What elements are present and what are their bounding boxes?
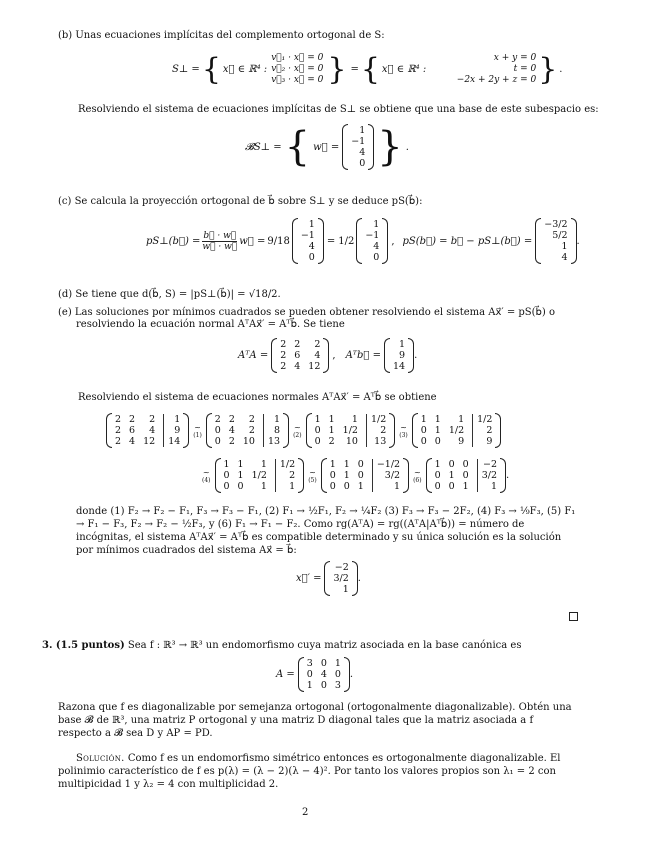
basis-vector: 1 −1 4 0: [342, 124, 374, 170]
basis-lhs: 𝓑S⊥ =: [245, 141, 282, 153]
item-c-text: (c) Se calcula la proyección ortogonal de b⃗ sobre S⊥ y se deduce pS(b⃗):: [58, 196, 423, 207]
set-intro: x⃗ ∈ ℝ⁴ :: [222, 64, 268, 75]
qed-square: [569, 612, 578, 621]
proj-lhs: pS⊥(b⃗) =: [146, 235, 201, 247]
set-eq-xyz-2: t = 0: [513, 64, 537, 74]
problem-3-header: [42, 640, 521, 652]
matrix-m5: 1 1 0 −1/2 0 1 0 3/2 0 0 1 1: [321, 458, 409, 493]
atb-vector: 1 9 14: [384, 338, 414, 373]
set-eq-v2: v⃗₂ · x⃗ = 0: [271, 64, 324, 74]
normal-matrices: AᵀA = 2 2 2 2 6 4 2 4 12 , Aᵀb⃗ = 1 9 14 .: [238, 339, 418, 372]
item-e-text: (e) Las soluciones por mínimos cuadrados se pueden obtener resolviendo el sistema Ax⃗′ = pS(b⃗) o resolviendo la ecuación normal AᵀAx⃗′ = Aᵀb⃗. Se tiene: [58, 307, 556, 330]
matrix-a: 3 0 1 0 4 0 1 0 3: [298, 657, 350, 692]
page-number: 2: [302, 807, 309, 818]
ata-label: AᵀA =: [238, 350, 269, 361]
problem-3-statement: Sea f : ℝ³ → ℝ³ un endomorfismo cuya matriz asociada en la base canónica es: [127, 640, 522, 651]
frac-den: w⃗ · w⃗: [202, 241, 238, 252]
set-eq-xyz-1: x + y = 0: [493, 53, 537, 63]
sol-label: x⃗′ =: [296, 573, 322, 584]
solution-label: Solución.: [76, 753, 125, 764]
matrix-m2: 1 1 1 1/2 0 1 1/2 2 0 2 10 13: [306, 413, 396, 448]
proj-vector-2: 1 −1 4 0: [356, 218, 388, 264]
coef-9-18: 9/18: [267, 235, 290, 247]
set-intro-2: x⃗ ∈ ℝ⁴ :: [381, 64, 427, 75]
matrix-m4: 1 1 1 1/2 0 1 1/2 2 0 0 1 1: [215, 458, 305, 493]
solution-paragraph: [58, 752, 580, 791]
coef-1-2: 1/2: [338, 235, 355, 247]
set-eq-xyz-3: −2x + 2y + z = 0: [456, 75, 537, 85]
projection-equation: pS⊥(b⃗) = b⃗ · w⃗ w⃗ · w⃗ w⃗ = 9/18 1 −1 4 0 = 1/2 1 −1 4 0 , pS(b⃗) = b⃗ − pS⊥(b⃗) = −3/2 5/2 1 4 .: [146, 219, 580, 263]
solve-intro: Resolviendo el sistema de ecuaciones normales AᵀAx⃗′ = Aᵀb⃗ se obtiene: [78, 392, 437, 403]
least-squares-solution: x⃗′ = −2 3/2 1 .: [296, 562, 361, 595]
proj-vector-1: 1 −1 4 0: [292, 218, 324, 264]
frac-num: b⃗ · w⃗: [203, 230, 237, 241]
a-label: A =: [276, 669, 295, 680]
basis-intro: Resolviendo el sistema de ecuaciones implícitas de S⊥ se obtiene que una base de este subespacio es:: [78, 104, 599, 115]
problem-3-task: Razona que f es diagonalizable por semejanza ortogonal (ortogonalmente diagonalizable). Obtén una base 𝓑 de ℝ³, una matriz P ortogonal y una matriz D diagonal tales que la matriz asociada a f respecto a 𝓑 sea D y AP = PD.: [58, 702, 572, 739]
basis-vec-label: w⃗ =: [313, 141, 340, 153]
set-eq-v3: v⃗₃ · x⃗ = 0: [271, 75, 324, 85]
matrix-m3: 1 1 1 1/2 0 1 1/2 2 0 0 9 9: [412, 413, 502, 448]
matrix-m6: 1 0 0 −2 0 1 0 3/2 0 0 1 1: [426, 458, 506, 493]
matrix-m1: 2 2 2 1 0 4 2 8 0 2 10 13: [206, 413, 289, 448]
ps-expression: pS(b⃗) = b⃗ − pS⊥(b⃗) =: [402, 235, 533, 247]
solution-text: Como f es un endomorfismo simétrico entonces es ortogonalmente diagonalizable. El polinimio característico de f es p(λ) = (λ − 2)(λ − 4)². Por tanto los valores propios son λ₁ = 2 con multipicidad 1 y λ₂ = 4 con multiplicidad 2.: [58, 753, 561, 790]
basis-equation: 𝓑S⊥ = { w⃗ = 1 −1 4 0 } .: [245, 124, 409, 170]
sol-vector: −2 3/2 1: [324, 561, 357, 596]
item-b-text: (b) Unas ecuaciones implícitas del complemento ortogonal de S:: [58, 30, 385, 41]
matrix-a-equation: A = 3 0 1 0 4 0 1 0 3 .: [276, 658, 354, 691]
reduction-row-2: ~ (4) 1 1 1 1/2 0 1 1/2 2 0 0 1 1 ~ (5) 1 1 0 −1/2 0 1 0 3/2 0 0 1 1 ~ (6) 1 0 0 −2 0 1 0 3/2 0 0 1 1 .: [202, 459, 510, 492]
ps-result-vector: −3/2 5/2 1 4: [535, 218, 576, 264]
set-eq-v1: v⃗₁ · x⃗ = 0: [271, 53, 324, 63]
row-operations-text: donde (1) F₂ → F₂ − F₁, F₃ → F₃ − F₁, (2) F₁ → ½F₁, F₂ → ¼F₂ (3) F₃ → F₃ − 2F₂, (4) F₃ → ⅑F₃, (5) F₁ → F₁ − F₃, F₂ → F₂ − ½F₃, y (6) F₁ → F₁ − F₂. Como rg(AᵀA) = rg((AᵀA|Aᵀb⃗)) = número de incógnitas, el sistema AᵀAx⃗′ = Aᵀb⃗ es compatible determinado y su única solución es la solución por mínimos cuadrados del sistema Ax⃗ = b⃗:: [76, 506, 576, 556]
s-perp-equation: S⊥ = { x⃗ ∈ ℝ⁴ : v⃗₁ · x⃗ = 0 v⃗₂ · x⃗ = 0 v⃗₃ · x⃗ = 0 } = { x⃗ ∈ ℝ⁴ : x + y = 0 t = 0 −2x + 2y + z = 0 } .: [172, 52, 563, 87]
problem-3-heading: 3. (1.5 puntos): [42, 640, 125, 651]
atb-label: Aᵀb⃗ =: [345, 350, 381, 361]
item-d-text: (d) Se tiene que d(b⃗, S) = |pS⊥(b⃗)| = √18/2.: [58, 289, 281, 300]
ata-matrix: 2 2 2 2 6 4 2 4 12: [271, 338, 329, 373]
matrix-m0: 2 2 2 1 2 6 4 9 2 4 12 14: [106, 413, 189, 448]
s-perp-lhs: S⊥ =: [172, 64, 200, 75]
reduction-row-1: 2 2 2 1 2 6 4 9 2 4 12 14 ~ (1) 2 2 2 1 0 4 2 8 0 2 10 13 ~ (2) 1 1 1 1/2 0 1 1/2 2 0 2 10 13 ~ (3) 1 1 1 1/2 0 1 1/2 2 0 0 9 9: [106, 413, 501, 448]
